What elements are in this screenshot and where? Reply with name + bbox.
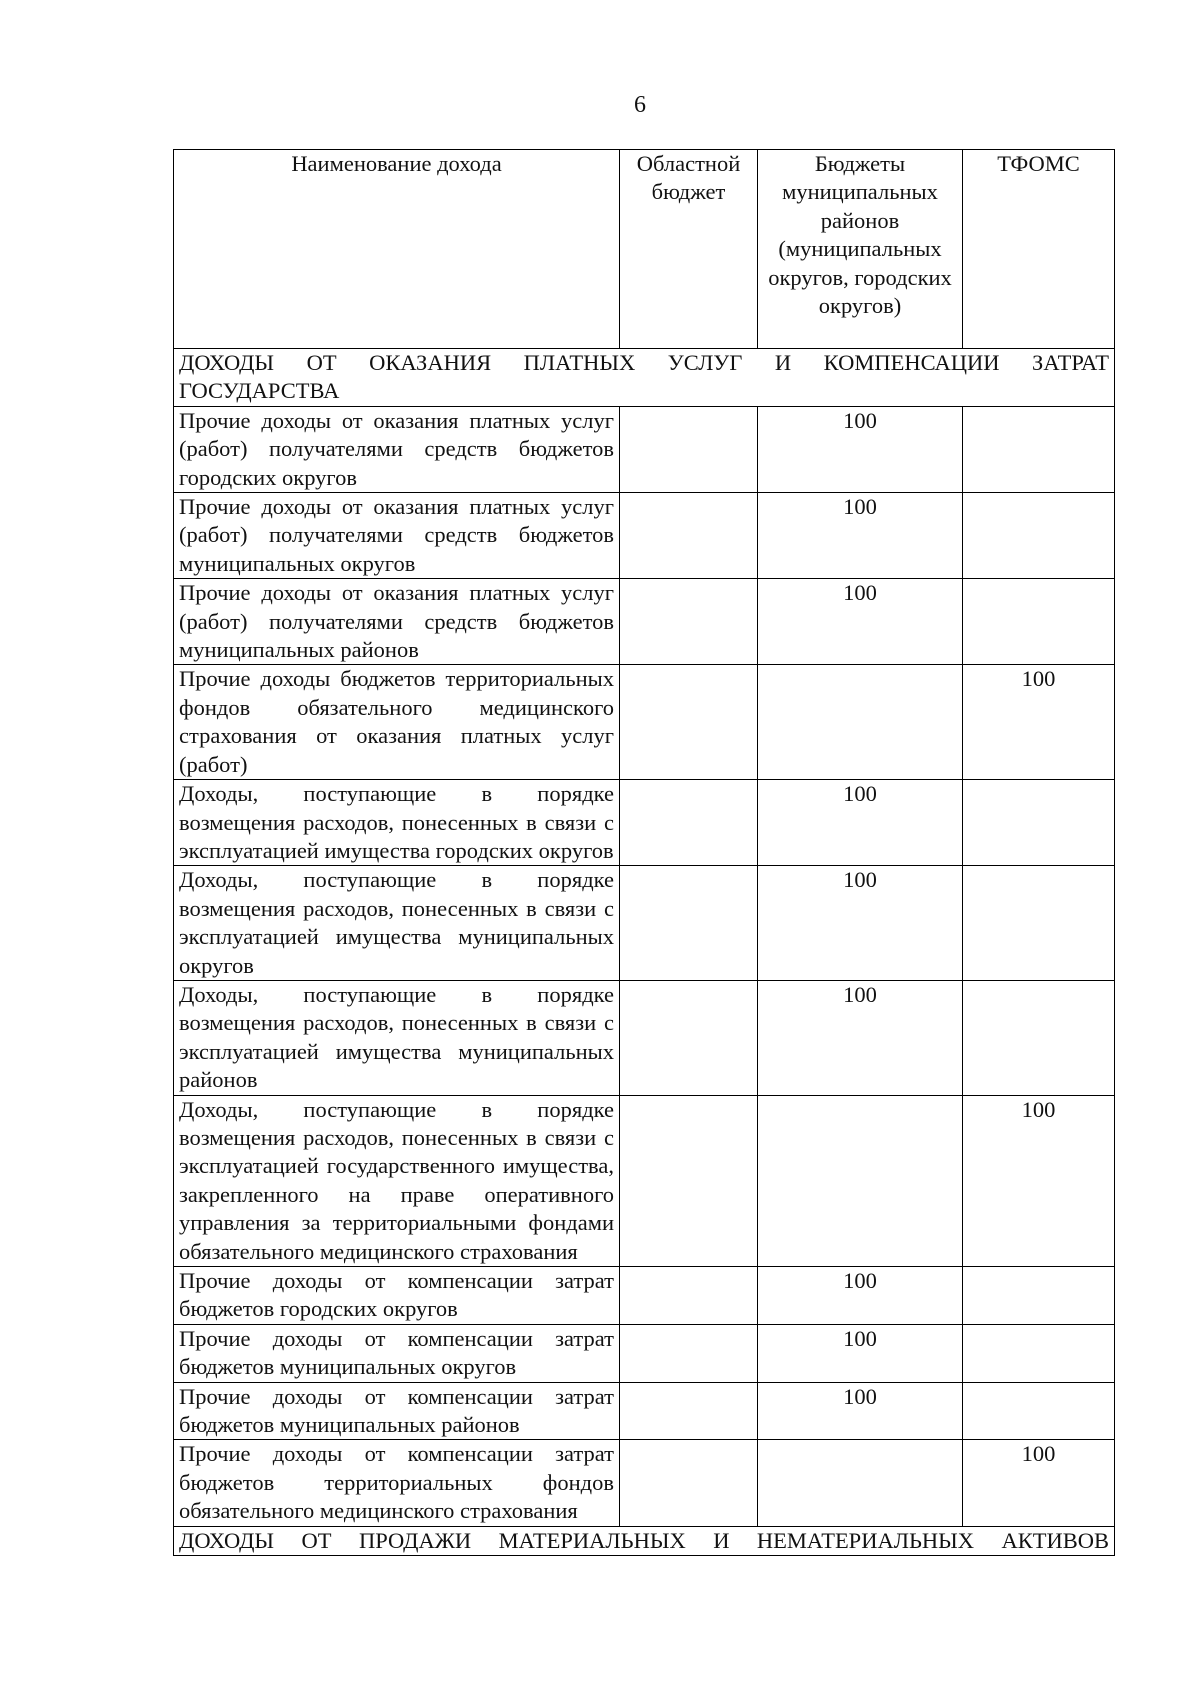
regional-budget-cell [620, 866, 758, 981]
revenue-distribution-table [173, 149, 1115, 1556]
tfoms-cell [963, 780, 1115, 866]
table-row [174, 980, 1115, 1095]
income-name-cell: Прочие доходы от компенсации затрат бюджетов территориальных фондов обязательного медицинского страхования [174, 1440, 620, 1526]
section-title-paid-services [174, 349, 1115, 407]
tfoms-cell [963, 579, 1115, 665]
tfoms-cell: 100 [963, 1440, 1115, 1526]
regional-budget-cell [620, 780, 758, 866]
regional-budget-cell [620, 980, 758, 1095]
section-title-asset-sales: ДОХОДЫ ОТ ПРОДАЖИ МАТЕРИАЛЬНЫХ И НЕМАТЕРИАЛЬНЫХ АКТИВОВ [174, 1526, 1115, 1555]
municipal-budget-cell: 100 [758, 1324, 963, 1382]
tfoms-cell [963, 406, 1115, 492]
income-name-cell: Доходы, поступающие в порядке возмещения расходов, понесенных в связи с эксплуатацией государственного имущества, закрепленного на праве оперативного управления за территориальными фондами обязательного медицинского страхования [174, 1095, 620, 1266]
header-tfoms: ТФОМС [963, 150, 1115, 349]
regional-budget-cell [620, 1267, 758, 1325]
section-row [174, 1526, 1115, 1555]
tfoms-cell [963, 493, 1115, 579]
section-title-line-2: ГОСУДАРСТВА [179, 378, 340, 404]
table-row [174, 1324, 1115, 1382]
table-row [174, 780, 1115, 866]
municipal-budget-cell: 100 [758, 493, 963, 579]
income-name-cell: Доходы, поступающие в порядке возмещения расходов, понесенных в связи с эксплуатацией имущества муниципальных округов [174, 866, 620, 981]
income-name-cell: Прочие доходы от компенсации затрат бюджетов муниципальных округов [174, 1324, 620, 1382]
table-header-row [174, 150, 1115, 349]
municipal-budget-cell [758, 665, 963, 780]
regional-budget-cell [620, 665, 758, 780]
income-name-cell: Прочие доходы от оказания платных услуг (работ) получателями средств бюджетов муниципальных округов [174, 493, 620, 579]
regional-budget-cell [620, 1324, 758, 1382]
income-name-cell: Доходы, поступающие в порядке возмещения расходов, понесенных в связи с эксплуатацией имущества городских округов [174, 780, 620, 866]
header-income-name: Наименование дохода [174, 150, 620, 349]
section-row [174, 349, 1115, 407]
income-name-cell: Прочие доходы от оказания платных услуг (работ) получателями средств бюджетов муниципальных районов [174, 579, 620, 665]
regional-budget-cell [620, 406, 758, 492]
page-number: 6 [634, 92, 646, 118]
municipal-budget-cell [758, 1440, 963, 1526]
municipal-budget-cell: 100 [758, 579, 963, 665]
table-row [174, 579, 1115, 665]
regional-budget-cell [620, 1382, 758, 1440]
municipal-budget-cell [758, 1095, 963, 1266]
income-name-cell: Доходы, поступающие в порядке возмещения расходов, понесенных в связи с эксплуатацией имущества муниципальных районов [174, 980, 620, 1095]
table-row [174, 406, 1115, 492]
municipal-budget-cell: 100 [758, 406, 963, 492]
income-name-cell: Прочие доходы от компенсации затрат бюджетов городских округов [174, 1267, 620, 1325]
municipal-budget-cell: 100 [758, 980, 963, 1095]
table-row [174, 1382, 1115, 1440]
table-row [174, 866, 1115, 981]
tfoms-cell: 100 [963, 665, 1115, 780]
income-name-cell: Прочие доходы от компенсации затрат бюджетов муниципальных районов [174, 1382, 620, 1440]
income-name-cell: Прочие доходы от оказания платных услуг (работ) получателями средств бюджетов городских округов [174, 406, 620, 492]
income-name-cell: Прочие доходы бюджетов территориальных фондов обязательного медицинского страхования от оказания платных услуг (работ) [174, 665, 620, 780]
municipal-budget-cell: 100 [758, 866, 963, 981]
municipal-budget-cell: 100 [758, 780, 963, 866]
header-municipal-budgets: Бюджеты муниципальных районов (муниципальных округов, городских округов) [758, 150, 963, 349]
regional-budget-cell [620, 1440, 758, 1526]
regional-budget-cell [620, 493, 758, 579]
tfoms-cell [963, 980, 1115, 1095]
tfoms-cell [963, 1324, 1115, 1382]
regional-budget-cell [620, 1095, 758, 1266]
tfoms-cell [963, 1382, 1115, 1440]
tfoms-cell [963, 866, 1115, 981]
municipal-budget-cell: 100 [758, 1382, 963, 1440]
section-title-line-1: ДОХОДЫ ОТ ОКАЗАНИЯ ПЛАТНЫХ УСЛУГ И КОМПЕНСАЦИИ ЗАТРАТ [179, 350, 1109, 375]
table-row [174, 1095, 1115, 1266]
table-row [174, 493, 1115, 579]
municipal-budget-cell: 100 [758, 1267, 963, 1325]
header-regional-budget: Областной бюджет [620, 150, 758, 349]
regional-budget-cell [620, 579, 758, 665]
table-row [174, 1440, 1115, 1526]
tfoms-cell [963, 1267, 1115, 1325]
tfoms-cell: 100 [963, 1095, 1115, 1266]
table-row [174, 665, 1115, 780]
table-row [174, 1267, 1115, 1325]
